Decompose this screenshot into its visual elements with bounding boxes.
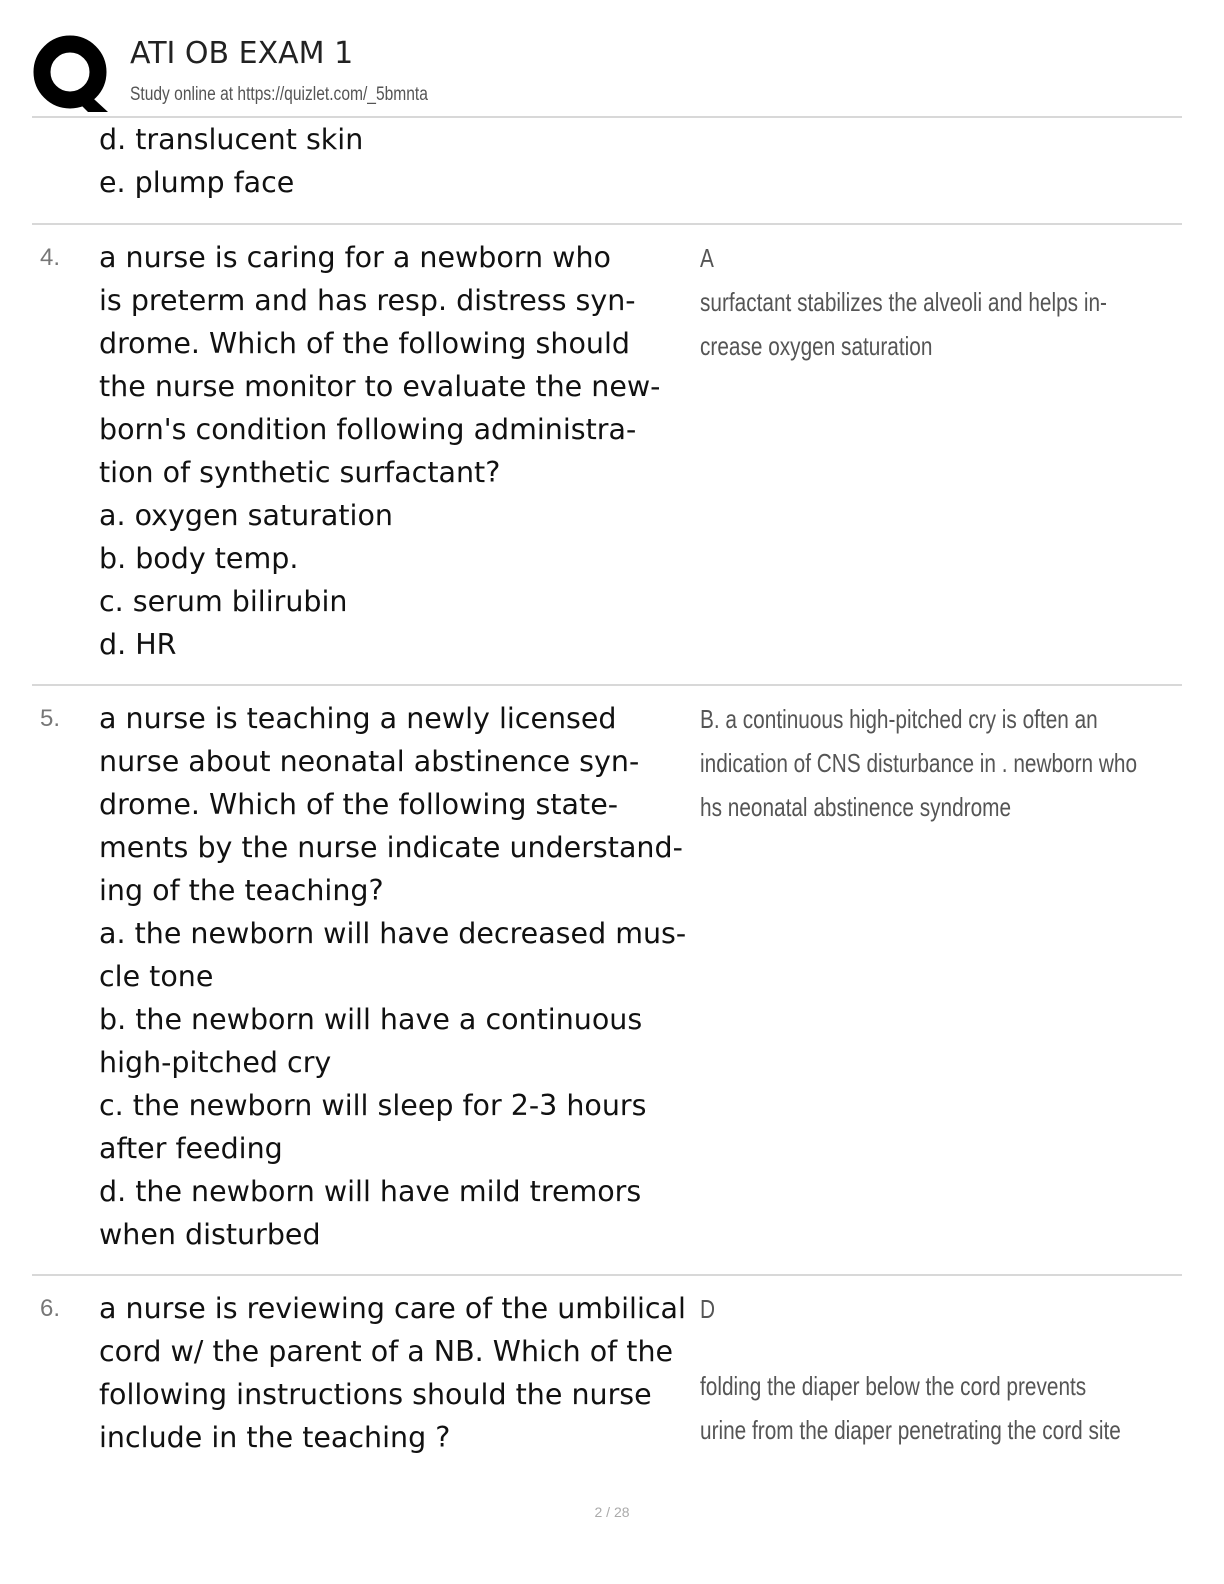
answer-text bbox=[700, 697, 1137, 829]
quizlet-logo-icon bbox=[32, 34, 112, 114]
option-line: when disturbed bbox=[99, 1218, 321, 1251]
option-line: b. body temp. bbox=[99, 542, 299, 575]
option-line: c. serum bilirubin bbox=[99, 585, 348, 618]
page-header bbox=[32, 30, 1182, 118]
question-line: the nurse monitor to evaluate the new- bbox=[99, 370, 661, 403]
study-link[interactable]: Study online at https://quizlet.com/_5bmnta bbox=[130, 84, 428, 105]
question-line: drome. Which of the following should bbox=[99, 327, 630, 360]
row-divider bbox=[32, 684, 1182, 686]
question-text bbox=[99, 697, 686, 1256]
answer-line: hs neonatal abstinence syndrome bbox=[700, 792, 1012, 822]
question-number: 5. bbox=[40, 705, 61, 732]
question-line: ments by the nurse indicate understand- bbox=[99, 831, 683, 864]
option-line: c. the newborn will sleep for 2-3 hours bbox=[99, 1089, 647, 1122]
question-line: include in the teaching ? bbox=[99, 1421, 451, 1454]
question-line: drome. Which of the following state- bbox=[99, 788, 619, 821]
option-line: cle tone bbox=[99, 960, 214, 993]
question-line: a nurse is teaching a newly licensed bbox=[99, 702, 617, 735]
question-number: 6. bbox=[40, 1295, 61, 1322]
question-line: born's condition following administra- bbox=[99, 413, 637, 446]
option-line: d. HR bbox=[99, 628, 177, 661]
question-line: a nurse is caring for a newborn who bbox=[99, 241, 611, 274]
question-line: a nurse is reviewing care of the umbilical bbox=[99, 1292, 686, 1325]
question-number: 4. bbox=[40, 244, 61, 271]
option-line: d. the newborn will have mild tremors bbox=[99, 1175, 642, 1208]
option-line: a. oxygen saturation bbox=[99, 499, 393, 532]
question-line: ing of the teaching? bbox=[99, 874, 384, 907]
answer-line: indication of CNS disturbance in . newborn who bbox=[700, 748, 1138, 778]
question-text bbox=[99, 236, 660, 666]
answer-line: surfactant stabilizes the alveoli and helps in- bbox=[700, 287, 1107, 317]
question-line: following instructions should the nurse bbox=[99, 1378, 652, 1411]
page-number: 2 / 28 bbox=[594, 1504, 630, 1520]
answer-line: B. a continuous high-pitched cry is often an bbox=[700, 704, 1098, 734]
question-line: is preterm and has resp. distress syn- bbox=[99, 284, 636, 317]
option-line: e. plump face bbox=[99, 166, 295, 199]
option-line: d. translucent skin bbox=[99, 123, 364, 156]
answer-line: crease oxygen saturation bbox=[700, 331, 933, 361]
answer-line: folding the diaper below the cord prevents bbox=[700, 1371, 1087, 1401]
option-line: after feeding bbox=[99, 1132, 283, 1165]
previous-question-tail bbox=[99, 118, 363, 204]
option-line: high-pitched cry bbox=[99, 1046, 332, 1079]
document-title: ATI OB EXAM 1 bbox=[130, 36, 354, 71]
option-line: a. the newborn will have decreased mus- bbox=[99, 917, 687, 950]
answer-text bbox=[700, 1364, 1121, 1452]
answer-line: A bbox=[700, 243, 714, 273]
row-divider bbox=[32, 223, 1182, 225]
question-line: cord w/ the parent of a NB. Which of the bbox=[99, 1335, 674, 1368]
answer-letter: D bbox=[700, 1294, 716, 1324]
question-line: tion of synthetic surfactant? bbox=[99, 456, 501, 489]
option-line: b. the newborn will have a continuous bbox=[99, 1003, 643, 1036]
question-line: nurse about neonatal abstinence syn- bbox=[99, 745, 640, 778]
question-text bbox=[99, 1287, 686, 1459]
row-divider bbox=[32, 1274, 1182, 1276]
answer-line: urine from the diaper penetrating the cord site bbox=[700, 1415, 1121, 1445]
answer-text bbox=[700, 236, 1107, 368]
